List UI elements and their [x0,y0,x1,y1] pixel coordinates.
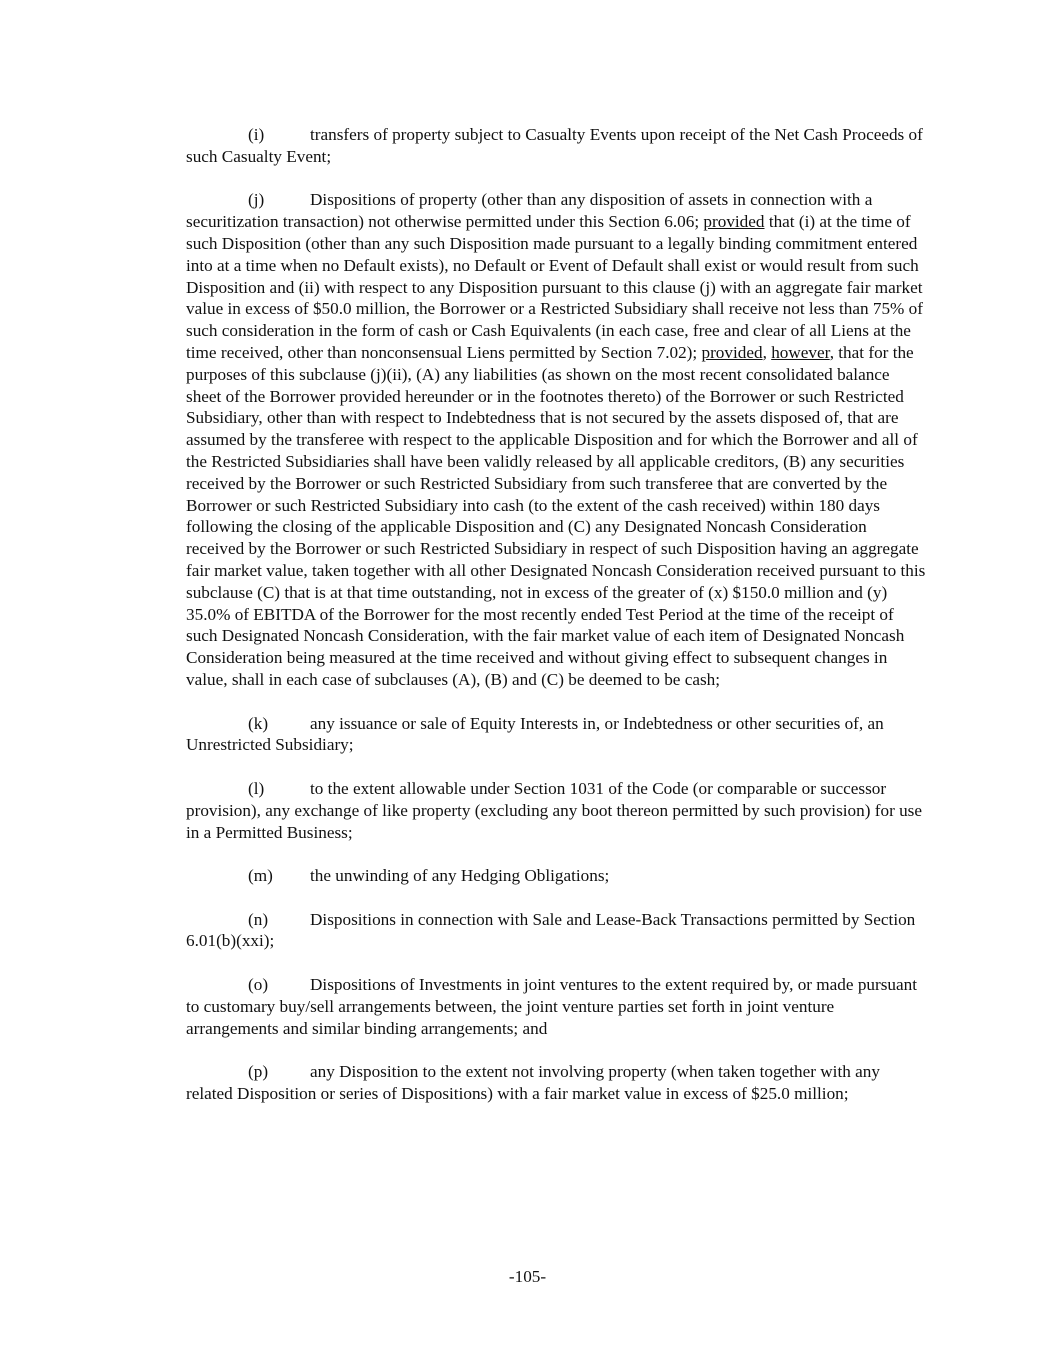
document-page [186,124,926,1127]
clause-o [186,974,926,1039]
clause-text: Dispositions in connection with Sale and Lease-Back Transactions permitted by Section 6.01(b)(xxi); [186,909,916,951]
defined-term-provided: provided [701,342,763,362]
clause-text: to the extent allowable under Section 1031 of the Code (or comparable or successor provision), any exchange of like property (excluding any boot thereon permitted by such provision) for use in a Permitted Business; [186,778,922,842]
clause-label: (i) [248,125,265,144]
clause-text: any issuance or sale of Equity Interests in, or Indebtedness or other securities of, an Unrestricted Subsidiary; [186,713,884,755]
clause-p [186,1061,926,1105]
clause-l [186,778,926,843]
clause-label: (l) [248,778,265,798]
clause-label: (p) [248,1062,269,1082]
clause-j [186,189,926,690]
clause-text: any Disposition to the extent not involving property (when taken together with any related Disposition or series of Dispositions) with a fair market value in excess of $25.0 million; [186,1062,880,1104]
clause-m [186,865,926,887]
clause-text: the unwinding of any Hedging Obligations; [310,866,610,886]
clause-text: transfers of property subject to Casualty Events upon receipt of the Net Cash Proceeds of such Casualty Event; [186,125,923,166]
clause-label: (o) [248,975,269,995]
clause-text: Dispositions of Investments in joint ventures to the extent required by, or made pursuant to customary buy/sell arrangements between, the joint venture parties set forth in joint venture arrangements and similar binding arrangements; and [186,975,918,1038]
clause-label: (j) [248,190,265,210]
clause-i [186,124,926,168]
clause-label: (k) [248,713,269,733]
page-number: -105- [508,1267,547,1286]
clause-text: , that for the purposes of this subclause (j)(ii), (A) any liabilities (as shown on the most recent consolidated balance sheet of the Borrower provided hereunder or in the footnotes thereto) of the Borrower or such Restricted Subsidiary, other than with respect to Indebtedness that is not secured by the assets disposed of, that are assumed by the transferee with respect to the applicable Disposition and for which the Borrower and all of the Restricted Subsidiaries shall have been validly released by all applicable creditors, (B) any securities received by the Borrower or such Restricted Subsidiary from such transferee that are converted by the Borrower or such Restricted Subsidiary into cash (to the extent of the cash received) within 180 days following the closing of the applicable Disposition and (C) any Designated Noncash Consideration received by the Borrower or such Restricted Subsidiary in respect of such Disposition having an aggregate fair market value, taken together with all other Designated Noncash Consideration received pursuant to this subclause (C) that is at that time outstanding, not in excess of the greater of (x) $150.0 million and (y) 35.0% of EBITDA of the Borrower for the most recently ended Test Period at the time of the receipt of such Designated Noncash Consideration, with the fair market value of each item of Designated Noncash Consideration being measured at the time received and without giving effect to subsequent changes in value, shall in each case of subclauses (A), (B) and (C) be deemed to be cash; [186,342,926,689]
clause-label: (n) [248,909,269,929]
defined-term-however: however [771,342,830,362]
clause-label: (m) [248,866,273,886]
clause-k [186,713,926,757]
clause-n [186,909,926,953]
clause-text: that (i) at the time of such Disposition (other than any such Disposition made pursuant to a legally binding commitment entered into at a time when no Default exists), no Default or Event of Default shall exist or would result from such Disposition and (ii) with respect to any Disposition pursuant to this clause (j) with an aggregate fair market value in excess of $50.0 million, the Borrower or a Restricted Subsidiary shall receive not less than 75% of such consideration in the form of cash or Cash Equivalents (in each case, free and clear of all Liens at the time received, other than nonconsensual Liens permitted by Section 7.02); [186,212,923,362]
clause-text: Dispositions of property (other than any disposition of assets in connection with a securitization transaction) not otherwise permitted under this Section 6.06; [186,190,873,232]
clause-text: , [762,342,772,362]
defined-term-provided: provided [703,212,765,232]
